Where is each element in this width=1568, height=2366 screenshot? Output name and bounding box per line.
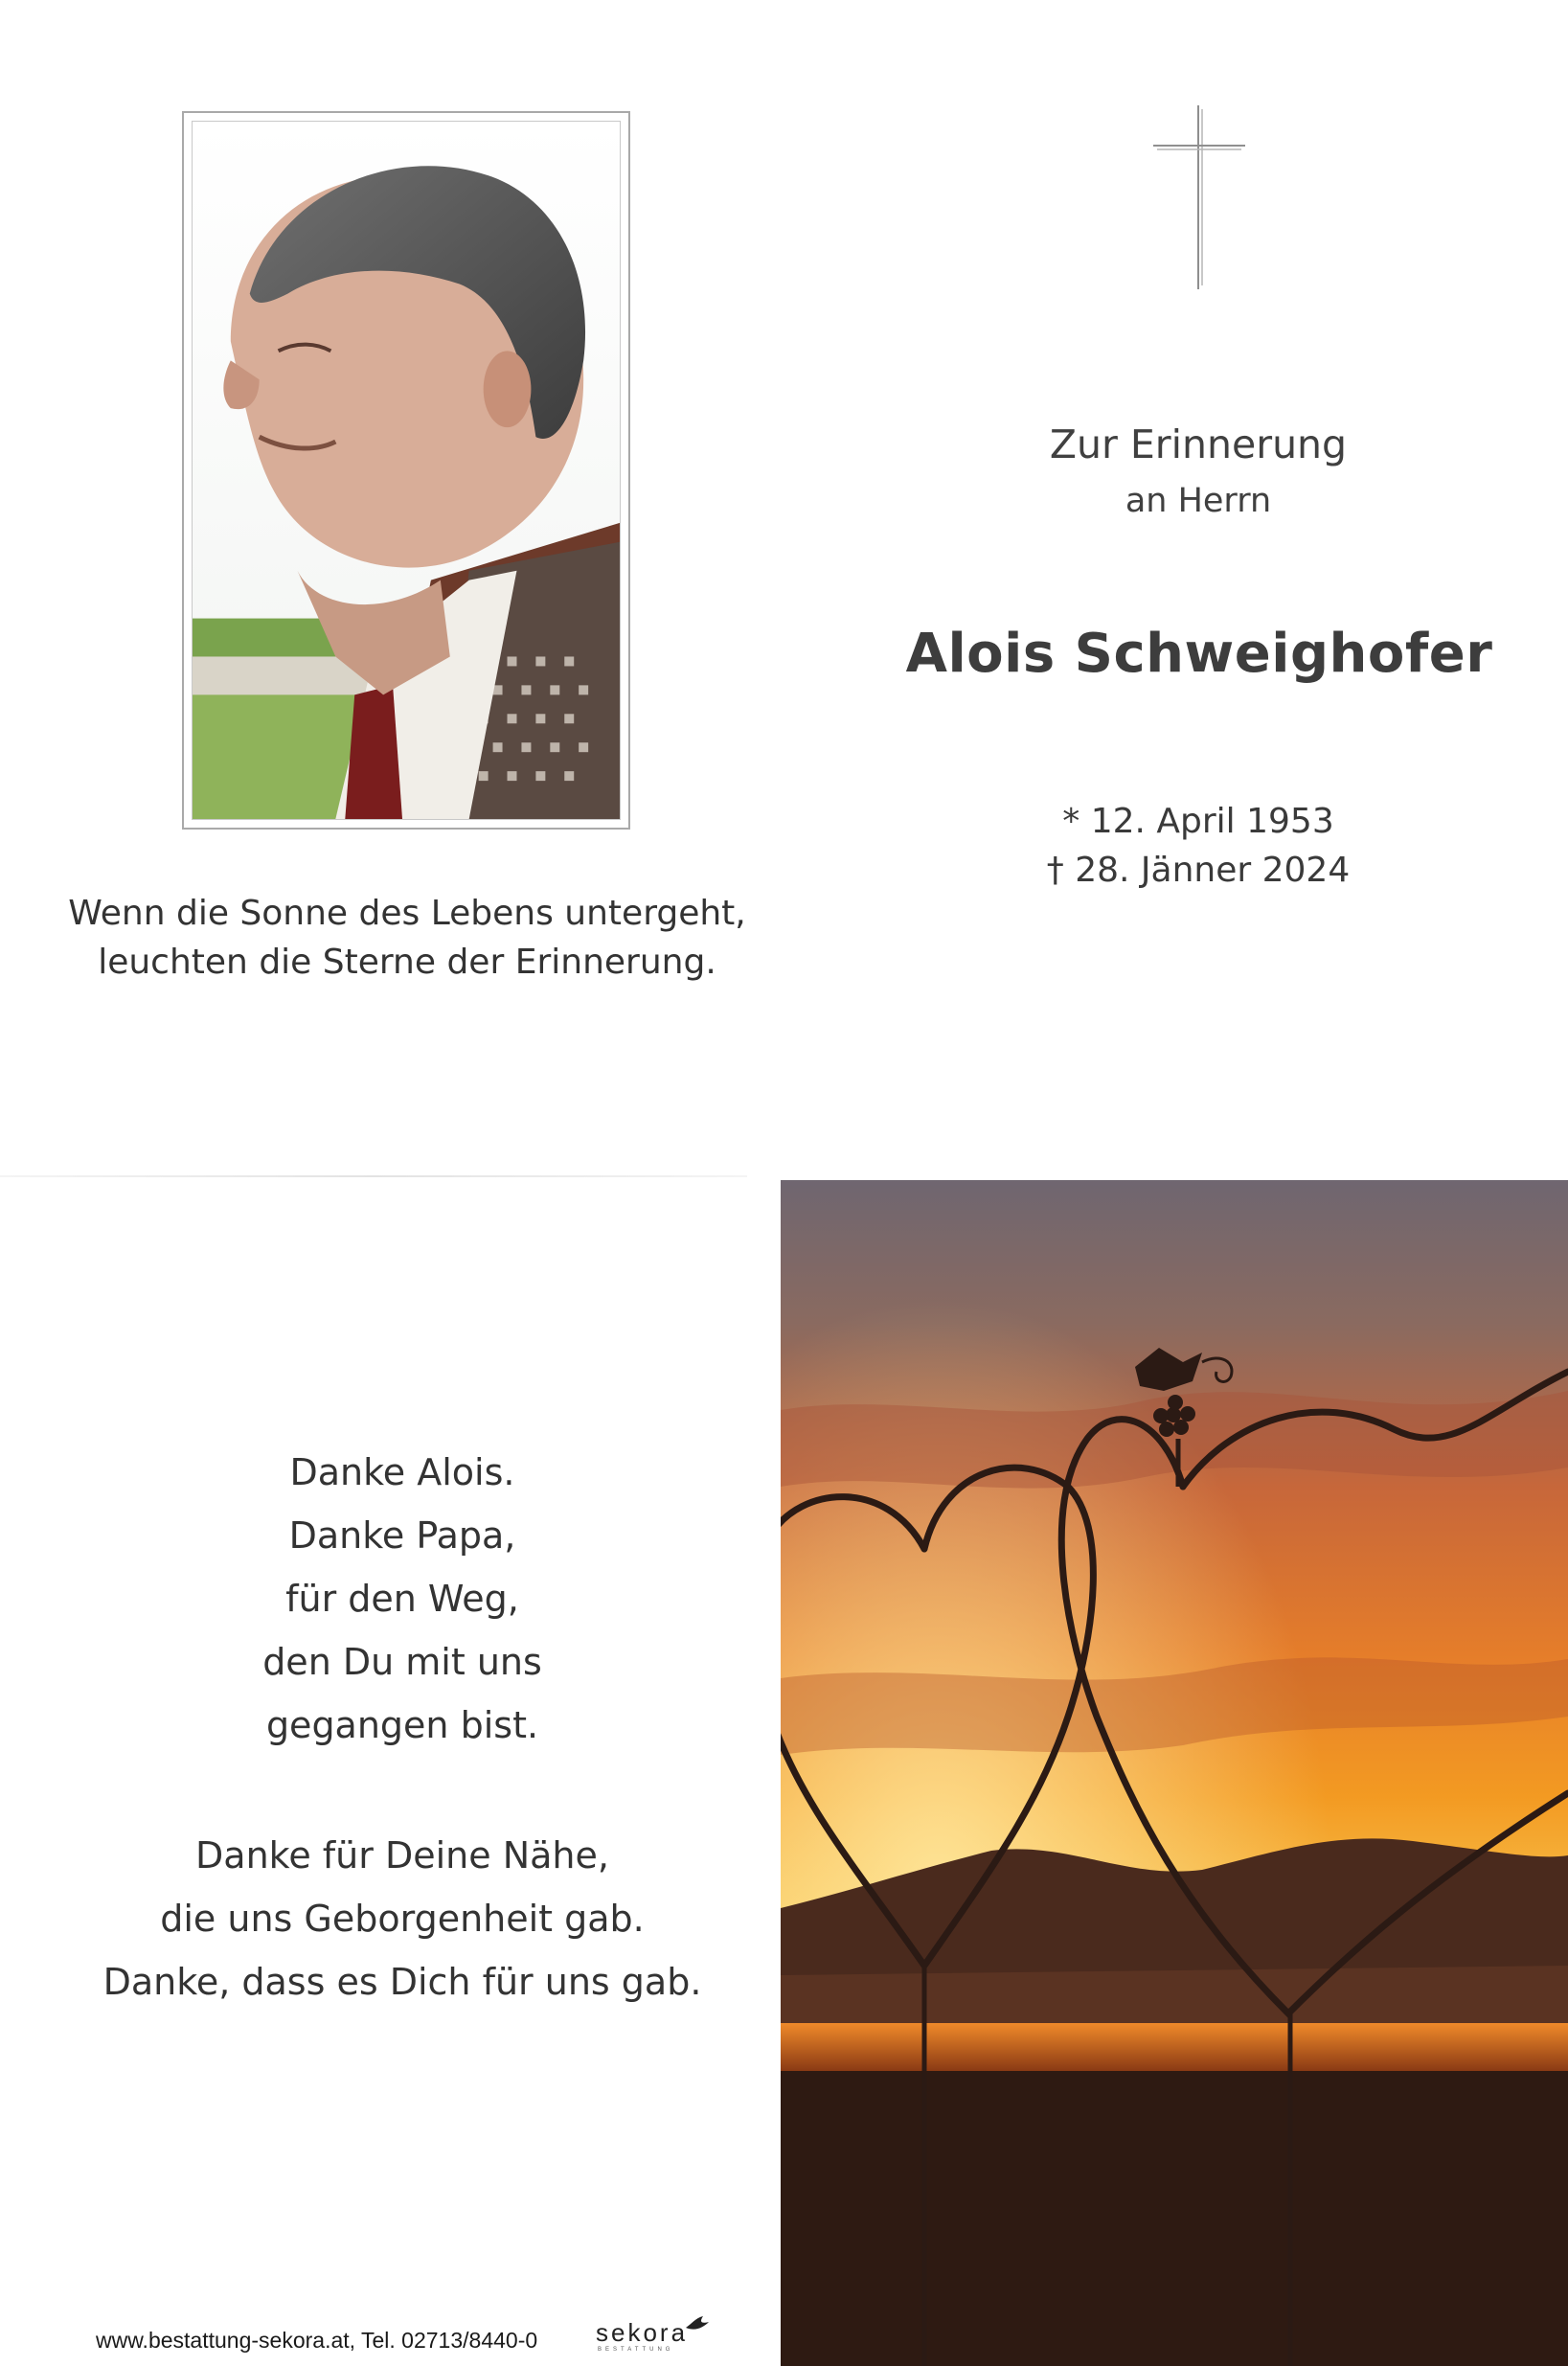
poem-stanza-2 bbox=[38, 1824, 766, 2013]
portrait-photo bbox=[192, 121, 621, 820]
poem-line: gegangen bist. bbox=[265, 1704, 539, 1746]
poem-line: Danke Papa, bbox=[288, 1514, 516, 1557]
quote-line: Wenn die Sonne des Lebens untergeht, bbox=[68, 894, 746, 933]
funeral-home-contact: www.bestattung-sekora.at, Tel. 02713/8440-0 bbox=[96, 2328, 538, 2353]
funeral-home-logo bbox=[596, 2316, 711, 2358]
bird-icon bbox=[684, 2314, 711, 2335]
poem-line: Danke für Deine Nähe, bbox=[195, 1834, 609, 1877]
logo-subtext: BESTATTUNG bbox=[598, 2347, 674, 2353]
poem-stanza-1 bbox=[38, 1441, 766, 1757]
cross-icon bbox=[1149, 103, 1249, 291]
poem-line: den Du mit uns bbox=[262, 1641, 542, 1683]
quote-line: leuchten die Sterne der Erinnerung. bbox=[98, 943, 716, 982]
poem-line: die uns Geborgenheit gab. bbox=[160, 1898, 645, 1940]
memorial-quote bbox=[38, 889, 776, 987]
life-dates bbox=[987, 797, 1410, 895]
portrait-illustration bbox=[193, 122, 620, 819]
sunset-hearts-image bbox=[781, 1180, 1568, 2366]
death-date: † 28. Jänner 2024 bbox=[1046, 851, 1351, 890]
memorial-subtitle: an Herrn bbox=[1125, 482, 1272, 520]
poem-line: Danke Alois. bbox=[289, 1451, 515, 1493]
poem-line: für den Weg, bbox=[285, 1578, 519, 1620]
sunset-illustration bbox=[781, 1180, 1568, 2366]
fold-divider bbox=[0, 1175, 747, 1177]
portrait-photo-frame bbox=[182, 111, 630, 830]
birth-date: * 12. April 1953 bbox=[1062, 802, 1334, 841]
logo-text: sekora bbox=[596, 2318, 689, 2347]
deceased-name: Alois Schweighofer bbox=[905, 623, 1493, 685]
poem-line: Danke, dass es Dich für uns gab. bbox=[102, 1961, 702, 2003]
memorial-title: Zur Erinnerung bbox=[1049, 421, 1348, 467]
